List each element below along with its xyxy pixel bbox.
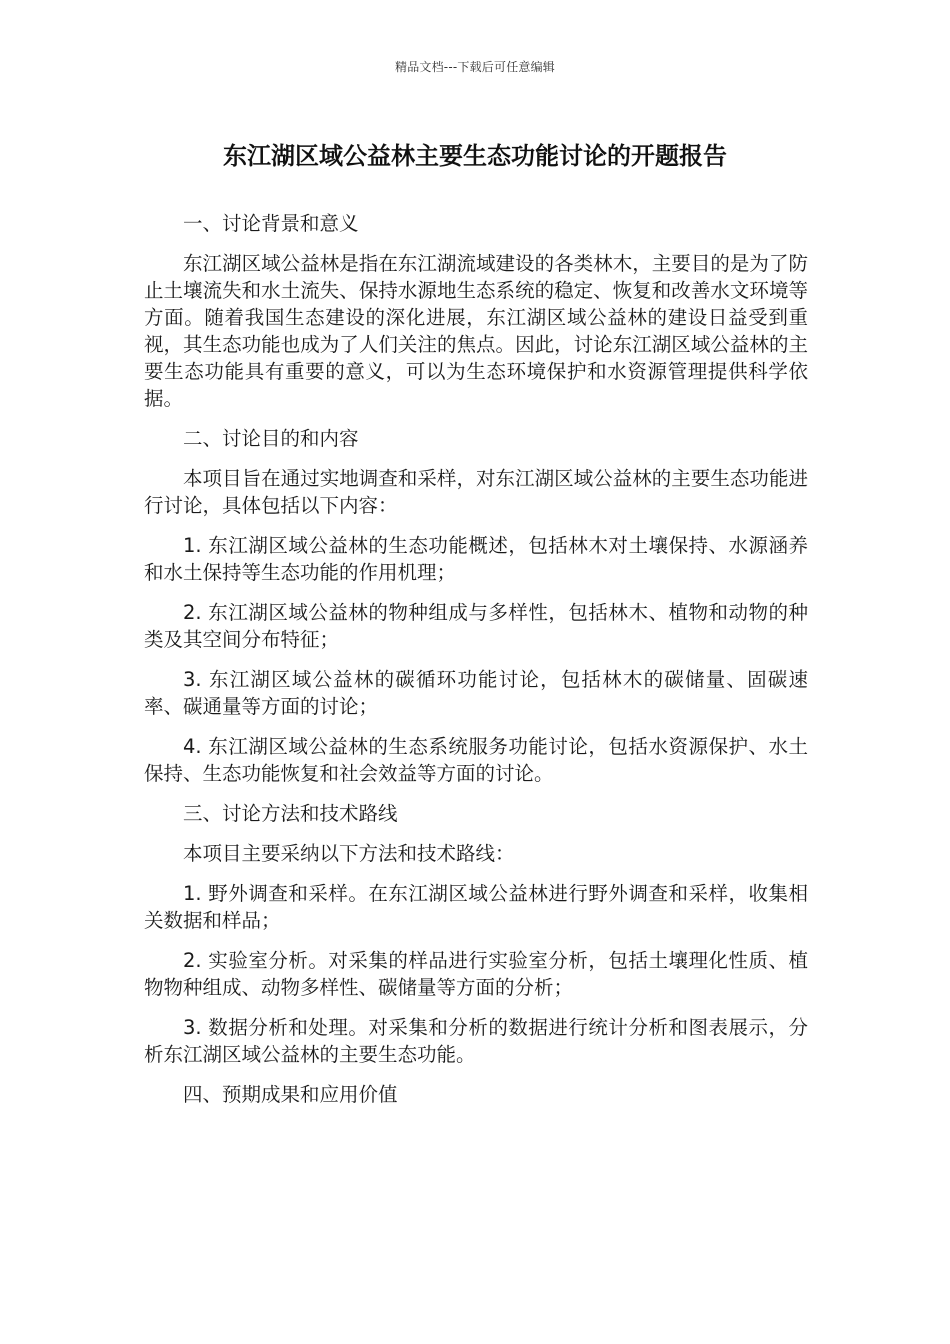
list-item-method-3: 3. 数据分析和处理。对采集和分析的数据进行统计分析和图表展示，分析东江湖区域公益林的主要生态功能。 — [144, 1016, 808, 1066]
list-item-content-2: 2. 东江湖区域公益林的物种组成与多样性，包括林木、植物和动物的种类及其空间分布特征； — [144, 601, 808, 651]
paragraph-purpose-intro: 本项目旨在通过实地调查和采样，对东江湖区域公益林的主要生态功能进行讨论，具体包括以下内容： — [144, 467, 808, 517]
list-item-method-1: 1. 野外调查和采样。在东江湖区域公益林进行野外调查和采样，收集相关数据和样品； — [144, 882, 808, 932]
paragraph-methods-intro: 本项目主要采纳以下方法和技术路线： — [183, 842, 515, 865]
list-item-method-2: 2. 实验室分析。对采集的样品进行实验室分析，包括土壤理化性质、植物物种组成、动物多样性、碳储量等方面的分析； — [144, 949, 808, 999]
list-item-content-1: 1. 东江湖区域公益林的生态功能概述，包括林木对土壤保持、水源涵养和水土保持等生态功能的作用机理； — [144, 534, 808, 584]
paragraph-background: 东江湖区域公益林是指在东江湖流域建设的各类林木，主要目的是为了防止土壤流失和水土流失、保持水源地生态系统的稳定、恢复和改善水文环境等方面。随着我国生态建设的深化进展，东江湖区域公益林的建设日益受到重视，其生态功能也成为了人们关注的焦点。因此，讨论东江湖区域公益林的主要生态功能具有重要的意义，可以为生态环境保护和水资源管理提供科学依据。 — [144, 252, 808, 410]
section-heading-purpose: 二、讨论目的和内容 — [183, 427, 359, 450]
section-heading-methods: 三、讨论方法和技术路线 — [183, 802, 398, 825]
document-title: 东江湖区域公益林主要生态功能讨论的开题报告 — [223, 142, 727, 170]
section-heading-background: 一、讨论背景和意义 — [183, 212, 359, 235]
list-item-content-4: 4. 东江湖区域公益林的生态系统服务功能讨论，包括水资源保护、水土保持、生态功能恢复和社会效益等方面的讨论。 — [144, 735, 808, 785]
list-item-content-3: 3. 东江湖区域公益林的碳循环功能讨论，包括林木的碳储量、固碳速率、碳通量等方面的讨论； — [144, 668, 808, 718]
header-watermark: 精品文档---下载后可任意编辑 — [395, 60, 555, 74]
section-heading-outcomes: 四、预期成果和应用价值 — [183, 1083, 398, 1106]
document-body — [144, 210, 808, 1121]
